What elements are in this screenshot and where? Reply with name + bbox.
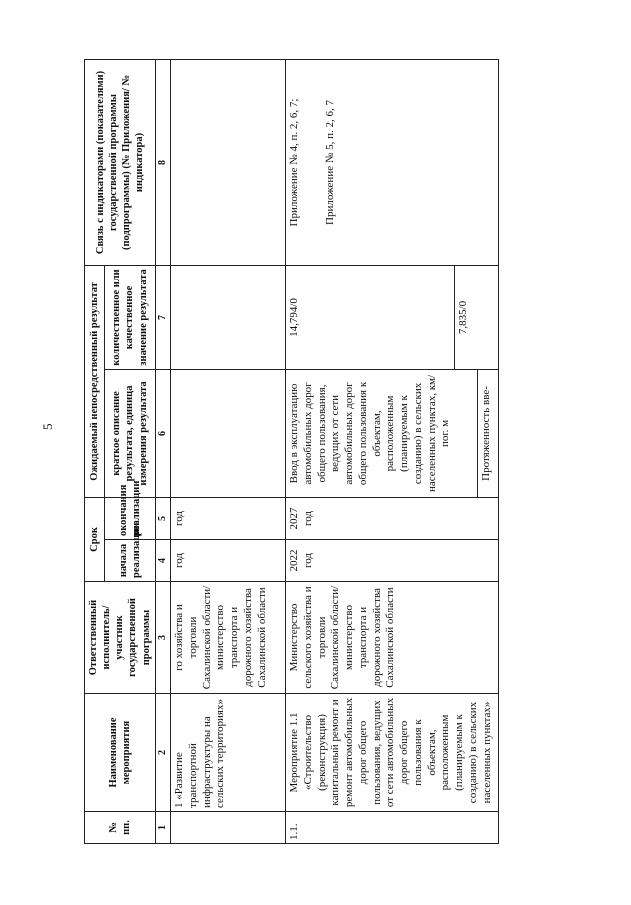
header-responsible: Ответственный исполнитель/участник государственной программы <box>85 582 156 694</box>
col-number: 3 <box>155 582 171 694</box>
row-value <box>286 265 499 369</box>
row-link-second: Приложение № 5, п. 2, 6, 7 <box>323 100 336 225</box>
row-responsible: го хозяйства и торговли Сахалинской области/министерство транспорта и дорожного хозяйства Сахалинской области <box>171 582 286 694</box>
row-desc-second: Протяженность вве- <box>477 370 496 497</box>
header-result-value: количественное или качественное значение результата <box>105 265 155 369</box>
rotated-table-sheet <box>84 60 616 844</box>
row-end: 2027 год <box>286 497 499 539</box>
activities-table <box>84 59 499 844</box>
row-end: год <box>171 497 286 539</box>
header-term-end: окончания реализации <box>105 497 155 539</box>
row-name: 1 «Развитие транспортной инфраструктуры на сельских территориях» <box>171 694 286 812</box>
row-start: 2022 год <box>286 540 499 582</box>
header-result-desc: краткое описание результата, единица измерения результата <box>105 369 155 497</box>
col-number: 1 <box>155 812 171 844</box>
row-desc <box>286 369 499 497</box>
row-start: год <box>171 540 286 582</box>
row-link <box>286 59 499 265</box>
col-number: 8 <box>155 59 171 265</box>
row-no <box>171 812 286 844</box>
header-term: Срок <box>85 497 105 581</box>
col-number: 6 <box>155 369 171 497</box>
col-number: 4 <box>155 540 171 582</box>
header-name: Наименование мероприятия <box>85 694 156 812</box>
row-value-second: 7,835/0 <box>454 266 473 369</box>
row-value <box>171 265 286 369</box>
row-link <box>171 59 286 265</box>
page-number: 5 <box>40 423 55 430</box>
row-name: Мероприятие 1.1 «Строительство (реконструкция) капитальный ремонт и ремонт автомобильных дорог общего пользования, ведущих от сети автомобильных дорог общего пользования к объектам, расположенным (планируемым к созданию) в сельских населенных пунктах» <box>286 694 499 812</box>
header-no: № пп. <box>85 812 156 844</box>
row-no: 1.1. <box>286 812 499 844</box>
row-value-main: 14,794/0 <box>288 298 301 337</box>
header-result: Ожидаемый непосредственный результат <box>85 265 105 497</box>
row-responsible: Министерство сельского хозяйства и торговли Сахалинской области/министерство транспорта и дорожного хозяйства Сахалинской области <box>286 582 499 694</box>
col-number: 2 <box>155 694 171 812</box>
col-number: 5 <box>155 497 171 539</box>
col-number: 7 <box>155 265 171 369</box>
header-link: Связь с индикаторами (показателями) государственной программы (подпрограммы) (№ Приложения/ № индикатора) <box>85 59 156 265</box>
table-row <box>171 59 286 843</box>
column-numbers-row <box>155 59 171 843</box>
row-link-main: Приложение № 4, п. 2, 6, 7; <box>288 98 301 227</box>
row-desc-main: Ввод в эксплуатацию автомобильных дорог общего пользования, ведущих от сети автомобильных дорог общего пользования к объектам, расположенным (планируемым к созданию) в сельских населенных пунктах, км/пог. м <box>288 374 452 493</box>
table-row <box>286 59 499 843</box>
row-desc <box>171 369 286 497</box>
header-term-start: начала реализации <box>105 540 155 582</box>
